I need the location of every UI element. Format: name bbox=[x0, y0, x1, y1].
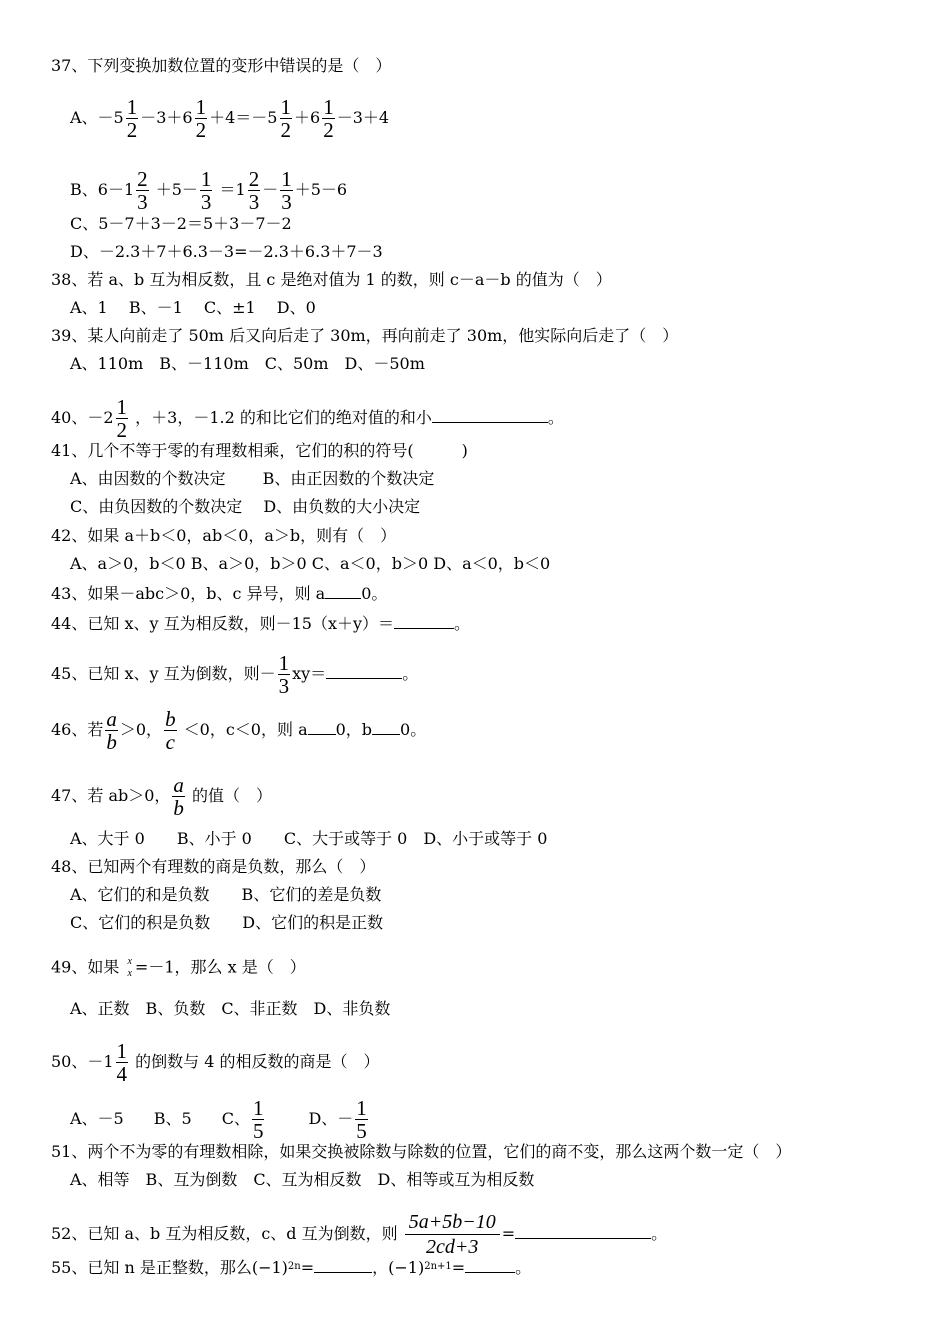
q48-stem: 48、已知两个有理数的商是负数，那么（ ） bbox=[51, 857, 376, 876]
q41-options-1: A、由因数的个数决定 B、由正因数的个数决定 bbox=[70, 469, 435, 488]
q50-stem: 50、－1 $\frac{1}{4}$ 的倒数与 4 的相反数的商是（ ） bbox=[51, 1039, 380, 1086]
fraction: $\frac{5a+5b-10}{2cd+3}$ bbox=[405, 1210, 500, 1259]
q43: 43、如果－abc＞0，b、c 异号，则 a 0。 bbox=[51, 584, 388, 603]
q42-options: A、a＞0，b＜0 B、a＞0，b＞0 C、a＜0，b＞0 D、a＜0，b＜0 bbox=[70, 554, 551, 573]
q37-option-d: D、－2.3＋7＋6.3－3=－2.3＋6.3＋7－3 bbox=[70, 242, 383, 261]
answer-blank[interactable] bbox=[372, 718, 400, 735]
fraction: $\frac{1}{2}$ bbox=[116, 395, 128, 442]
q42-stem: 42、如果 a＋b＜0，ab＜0，a＞b，则有（ ） bbox=[51, 526, 397, 545]
q48-options-1: A、它们的和是负数 B、它们的差是负数 bbox=[70, 885, 382, 904]
fraction: $\frac{2}{3}$ bbox=[137, 167, 148, 214]
fraction: $\frac{1}{3}$ bbox=[200, 167, 212, 214]
q39-options: A、110m B、－110m C、50m D、－50m bbox=[70, 354, 425, 373]
q50-options: A、－5 B、5 C、 $\frac{1}{5}$ D、－ $\frac{1}{5}$ bbox=[70, 1096, 367, 1143]
q37-stem: 37、下列变换加数位置的变形中错误的是（ ） bbox=[51, 56, 392, 75]
answer-blank[interactable] bbox=[326, 662, 402, 679]
answer-blank[interactable] bbox=[308, 718, 336, 735]
q52: 52、已知 a、b 互为相反数，c、d 互为倒数，则 $\frac{5a+5b-10}{2cd+3}$ = 。 bbox=[51, 1211, 668, 1258]
q41-options-2: C、由负因数的个数决定 D、由负数的大小决定 bbox=[70, 497, 421, 516]
fraction: $\frac{b}{c}$ bbox=[165, 707, 176, 754]
fraction: $\frac{a}{b}$ bbox=[173, 773, 184, 820]
answer-blank[interactable] bbox=[314, 1256, 372, 1273]
q39-stem: 39、某人向前走了 50m 后又向后走了 30m，再向前走了 30m，他实际向后走了（ ） bbox=[51, 326, 679, 345]
q46: 46、若 $\frac{a}{b}$ ＞0， $\frac{b}{c}$ ＜0，c＜0，则 a 0，b 0。 bbox=[51, 707, 427, 754]
q47-stem: 47、若 ab＞0， $\frac{a}{b}$ 的值（ ） bbox=[51, 773, 273, 820]
q41-stem: 41、几个不等于零的有理数相乘，它们的积的符号( ) bbox=[51, 441, 468, 460]
answer-blank[interactable] bbox=[432, 406, 548, 423]
fraction: $\frac{2}{3}$ bbox=[248, 167, 260, 214]
q37-option-b: B、6－1 $\frac{2}{3}$ ＋5－ $\frac{1}{3}$ ＝1 $\frac{2}{3}$ － $\frac{1}{3}$ ＋5－6 bbox=[70, 167, 348, 214]
fraction: $\frac{1}{4}$ bbox=[116, 1039, 128, 1086]
q37-option-c: C、5－7＋3－2＝5＋3－7－2 bbox=[70, 214, 292, 233]
q45: 45、已知 x、y 互为倒数，则－ $\frac{1}{3}$ xy＝ 。 bbox=[51, 651, 419, 698]
fraction: $\frac{1}{2}$ bbox=[126, 95, 138, 142]
fraction: $\frac{1}{2}$ bbox=[195, 95, 207, 142]
fraction: $\frac{1}{5}$ bbox=[356, 1096, 367, 1143]
fraction: $\frac{1}{2}$ bbox=[323, 95, 334, 142]
q44: 44、已知 x、y 互为相反数，则－15（x＋y）＝ 。 bbox=[51, 614, 471, 633]
answer-blank[interactable] bbox=[515, 1222, 651, 1239]
answer-blank[interactable] bbox=[465, 1256, 515, 1273]
fraction: $\frac{1}{3}$ bbox=[281, 167, 292, 214]
q40: 40、－2 $\frac{1}{2}$ ，＋3，－1.2 的和比它们的绝对值的和小 。 bbox=[51, 395, 564, 442]
q51-stem: 51、两个不为零的有理数相除，如果交换被除数与除数的位置，它们的商不变，那么这两个数一定（ ） bbox=[51, 1142, 792, 1161]
answer-blank[interactable] bbox=[394, 612, 454, 629]
q37-option-a: A、－5 $\frac{1}{2}$ －3＋6 $\frac{1}{2}$ ＋4＝－5 $\frac{1}{2}$ ＋6 $\frac{1}{2}$ －3＋4 bbox=[70, 95, 390, 142]
fraction: x x bbox=[127, 956, 132, 979]
q51-options: A、相等 B、互为倒数 C、互为相反数 D、相等或互为相反数 bbox=[70, 1170, 535, 1189]
q49-options: A、正数 B、负数 C、非正数 D、非负数 bbox=[70, 999, 391, 1018]
q38-stem: 38、若 a、b 互为相反数，且 c 是绝对值为 1 的数，则 c－a－b 的值为（ ） bbox=[51, 270, 612, 289]
fraction: $\frac{a}{b}$ bbox=[106, 707, 117, 754]
q38-options: A、1 B、－1 C、±1 D、0 bbox=[70, 298, 316, 317]
q55: 55、已知 n 是正整数，那么$(-1)^{2n}=$ ，$(-1)^{2n+1}=$ 。 bbox=[51, 1258, 532, 1277]
answer-blank[interactable] bbox=[325, 582, 361, 599]
q48-options-2: C、它们的积是负数 D、它们的积是正数 bbox=[70, 913, 384, 932]
q49-stem: 49、如果 x x =－1，那么 x 是（ ） bbox=[51, 956, 306, 979]
q47-options: A、大于 0 B、小于 0 C、大于或等于 0 D、小于或等于 0 bbox=[70, 829, 548, 848]
fraction: $\frac{1}{2}$ bbox=[280, 95, 291, 142]
fraction: $\frac{1}{5}$ bbox=[252, 1096, 264, 1143]
fraction: $\frac{1}{3}$ bbox=[278, 651, 290, 698]
